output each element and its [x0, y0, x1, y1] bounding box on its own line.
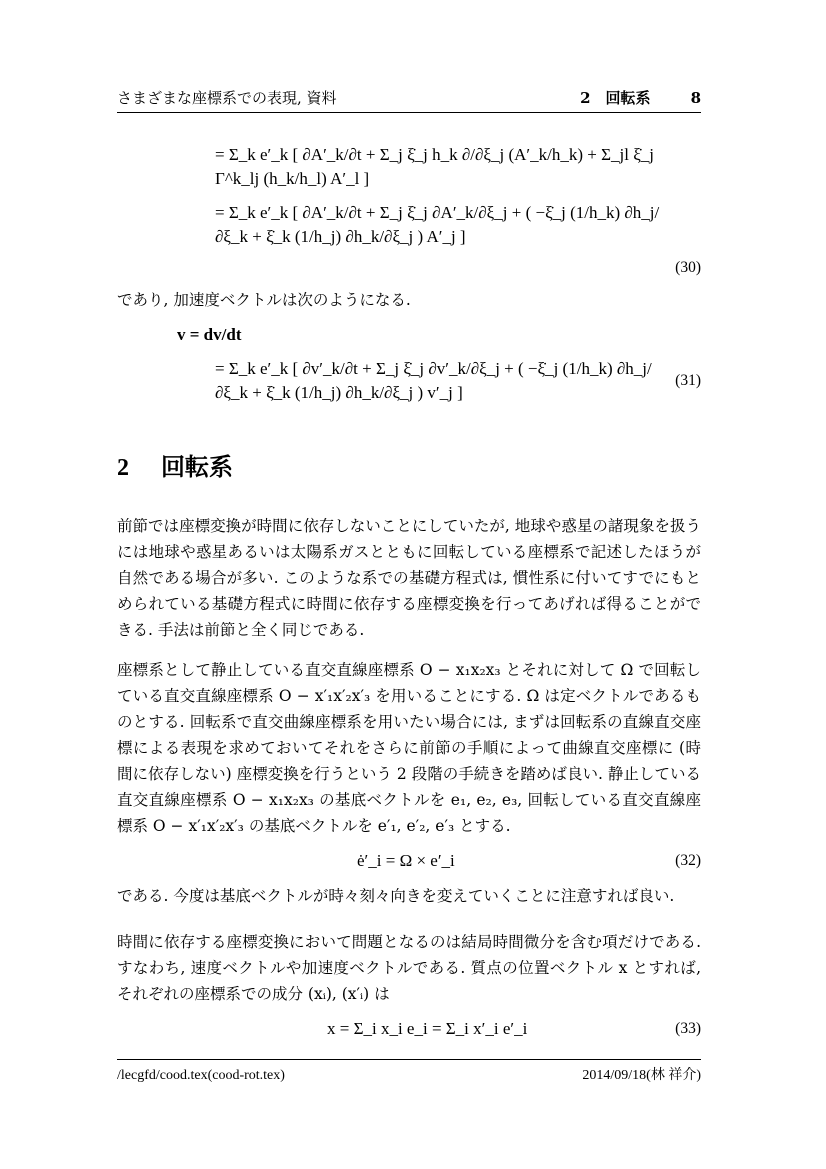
header-page-number: 8	[690, 89, 701, 107]
equation-31-row-1	[117, 323, 701, 347]
equation-number-30: (30)	[675, 259, 701, 276]
header-title: さまざまな座標系での表現, 資料	[117, 89, 337, 107]
equation-number-31: (31)	[675, 372, 701, 389]
equation-30-number-row	[117, 259, 701, 277]
paragraph-3: 時間に依存する座標変換において問題となるのは結局時間微分を含む項だけである. すなわち, 速度ベクトルや加速度ベクトルである. 質点の位置ベクトル x とすれば, それぞれの座標系での成分 (xᵢ), (x′ᵢ) は	[117, 933, 701, 1003]
footer-rule	[117, 1059, 701, 1060]
page-content	[117, 0, 701, 1126]
page-header	[117, 88, 701, 108]
equation-31-line-2: = Σ_k e′_k [ ∂v′_k/∂t + Σ_j ξ̇_j ∂v′_k/∂ξ_j + ( −ξ̇_j (1/h_k) ∂h_j/∂ξ_k + ξ̇_k (1/h_j) ∂h_k/∂ξ_j ) v′_j ]	[215, 359, 652, 402]
section-title: 回転系	[161, 455, 233, 481]
equation-33: x = Σ_i x_i e_i = Σ_i x′_i e′_i	[327, 1019, 528, 1038]
equation-31-line-1: v = dv/dt	[177, 325, 242, 344]
section-heading	[117, 453, 701, 483]
equation-30-line-1: = Σ_k e′_k [ ∂A′_k/∂t + Σ_j ξ̇_j h_k ∂/∂ξ_j (A′_k/h_k) + Σ_jl ξ̇_j Γ^k_lj (h_k/h_l) A′_l ]	[215, 145, 655, 188]
equation-number-33: (33)	[675, 1020, 701, 1037]
equation-31-row-2	[117, 357, 701, 405]
equation-32-row	[117, 849, 701, 873]
footer-date: 2014/09/18(林 祥介)	[582, 1068, 701, 1083]
header-rule	[117, 112, 701, 113]
footer-path: /lecgfd/cood.tex(cood-rot.tex)	[117, 1068, 285, 1083]
paragraph-1: 前節では座標変換が時間に依存しないことにしていたが, 地球や惑星の諸現象を扱うには地球や惑星あるいは太陽系ガスとともに回転している座標系で記述したほうが自然である場合が多い. このような系での基礎方程式は, 慣性系に付いてすでにもとめられている基礎方程式に時間に依存する座標変換を行ってあげれば得ることができる. 手法は前節と全く同じである.	[117, 517, 701, 639]
equation-number-32: (32)	[675, 852, 701, 869]
equation-33-row	[117, 1017, 701, 1041]
equation-30-row-2	[117, 201, 701, 249]
paragraph-after-32: である. 今度は基底ベクトルが時々刻々向きを変えていくことに注意すれば良い.	[117, 887, 675, 905]
equation-32: ė′_i = Ω × e′_i	[357, 851, 455, 870]
paragraph-2: 座標系として静止している直交直線座標系 O − x₁x₂x₃ とそれに対して Ω で回転している直交直線座標系 O − x′₁x′₂x′₃ を用いることにする. Ω は定ベクトルであるものとする. 回転系で直交曲線座標系を用いたい場合には, まずは回転系の直線直交座標による表現を求めておいてそれをさらに前節の手順によって曲線直交座標に (時間に依存しない) 座標変換を行うという 2 段階の手続きを踏めば良い. 静止している直交直線座標系 O − x₁x₂x₃ の基底ベクトルを e₁, e₂, e₃, 回転している直交直線座標系 O − x′₁x′₂x′₃ の基底ベクトルを e′₁, e′₂, e′₃ とする.	[117, 661, 701, 835]
page-footer	[117, 1066, 701, 1086]
equation-30-line-2: = Σ_k e′_k [ ∂A′_k/∂t + Σ_j ξ̇_j ∂A′_k/∂ξ_j + ( −ξ̇_j (1/h_k) ∂h_j/∂ξ_k + ξ̇_k (1/h_j) ∂h_k/∂ξ_j ) A′_j ]	[215, 203, 660, 246]
equation-30-row-1	[117, 143, 701, 191]
header-section: 2 回転系	[580, 89, 651, 107]
paragraph-after-30: であり, 加速度ベクトルは次のようになる.	[117, 291, 411, 309]
section-number: 2	[117, 455, 129, 481]
